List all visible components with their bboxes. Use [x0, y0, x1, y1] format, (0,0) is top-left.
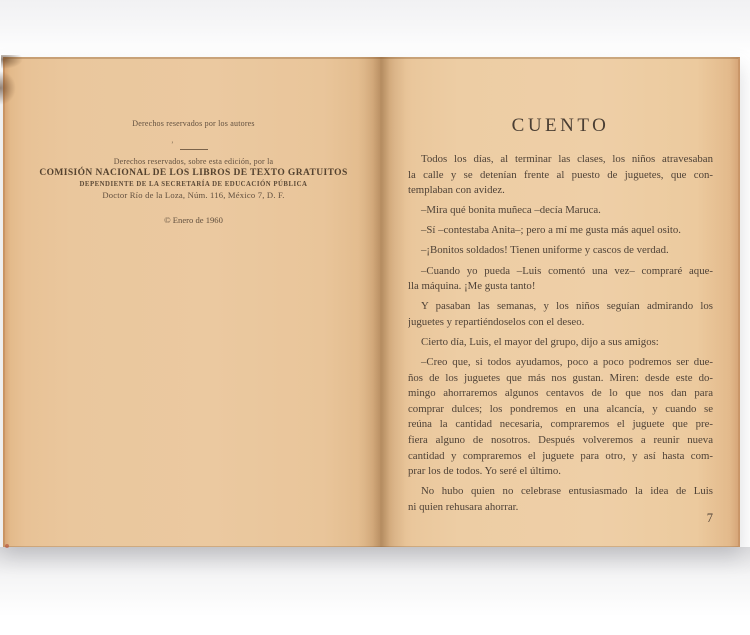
tiny-print-mark: ʼ: [171, 140, 174, 149]
story-text: [408, 152, 713, 520]
book-spread: [3, 57, 740, 547]
publisher-department: DEPENDIENTE DE LA SECRETARÍA DE EDUCACIÓN PÚBLICA: [79, 181, 308, 188]
story-line: la calle y se detenían frente al puesto de juguetes, que con-: [408, 168, 713, 181]
story-line: reúna la cantidad necesaria, compraremos el juguete que pre-: [408, 418, 713, 431]
publisher-name: COMISIÓN NACIONAL DE LOS LIBROS DE TEXTO GRATUITOS: [39, 168, 348, 178]
story-line: mingo ahorraremos algunos centavos de lo que nos dan para: [408, 387, 713, 400]
book-drop-shadow: [0, 547, 750, 617]
left-page: [3, 57, 380, 547]
page-number: 7: [706, 511, 713, 525]
right-page: [380, 57, 740, 547]
divider-rule: [180, 149, 208, 150]
story-line: No hubo quien no celebrase entusiasmado la idea de Luis: [421, 485, 713, 498]
story-line: Todos los días, al terminar las clases, los niños atravesaban: [421, 153, 713, 165]
story-line: lla máquina. ¡Me gusta tanto!: [408, 280, 536, 293]
story-line: prar los de todos. Yo seré el último.: [408, 465, 561, 478]
story-paragraph: [408, 299, 713, 330]
publisher-address: Doctor Río de la Loza, Núm. 116, México 7, D. F.: [102, 190, 285, 200]
story-line: ni quien rehusara ahorrar.: [408, 500, 519, 513]
story-line: ños de los juguetes que más nos gustan. Miren: desde este do-: [408, 371, 713, 384]
story-line: –Cuando yo pueda –Luis comentó una vez– compraré aque-: [421, 264, 713, 277]
story-line: juguetes y repartiéndoselos con el deseo.: [408, 315, 585, 328]
story-paragraph: [408, 243, 713, 259]
story-paragraph: [408, 264, 713, 295]
story-line: templaban con avidez.: [408, 184, 505, 197]
story-line: comprar dulces; los pondremos en una alcancía, y cuando se: [408, 402, 713, 415]
story-line: Y pasaban las semanas, y los niños seguían admirando los: [421, 300, 713, 313]
page-speck: [5, 544, 9, 548]
story-line: –Sí –contestaba Anita–; pero a mí me gusta más aquel osito.: [421, 224, 681, 237]
story-paragraph: [408, 223, 713, 239]
story-line: –¡Bonitos soldados! Tienen uniforme y cascos de verdad.: [421, 244, 669, 257]
story-line: Cierto día, Luis, el mayor del grupo, dijo a sus amigos:: [421, 335, 659, 348]
story-paragraph: [408, 355, 713, 480]
story-line: fiera alguno de nosotros. Después volveremos a reunir nueva: [408, 434, 713, 446]
copyright-date: © Enero de 1960: [164, 215, 223, 225]
rights-authors-line: Derechos reservados por los autores: [132, 119, 255, 128]
story-paragraph: [408, 152, 713, 199]
page-corner-smudge: [1, 55, 23, 69]
story-line: –Creo que, si todos ayudamos, poco a poco podremos ser due-: [421, 356, 713, 369]
story-line: –Mira qué bonita muñeca –decía Maruca.: [421, 204, 601, 217]
story-line: cantidad y compraremos el juguete para otro, y así hasta com-: [408, 449, 713, 462]
story-paragraph: [408, 335, 713, 351]
story-title: CUENTO: [511, 115, 610, 136]
rights-edition-line: Derechos reservados, sobre esta edición, por la: [113, 157, 274, 166]
story-paragraph: [408, 203, 713, 219]
page-edge-smudge: [0, 71, 16, 105]
